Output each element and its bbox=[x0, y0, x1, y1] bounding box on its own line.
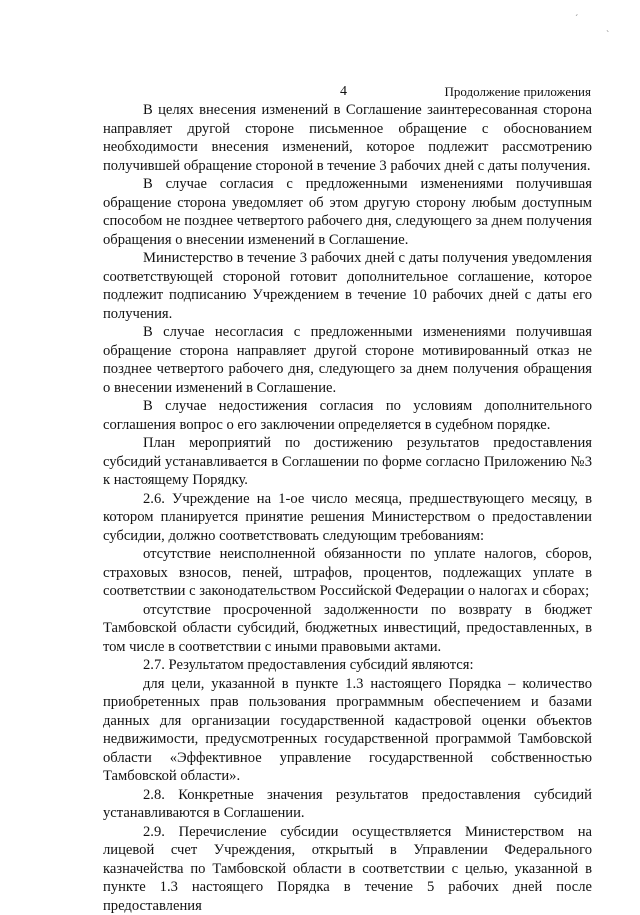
scan-speck: ˋ bbox=[606, 30, 609, 41]
paragraph: отсутствие просроченной задолженности по возврату в бюджет Тамбовской области субсидий, бюджетных инвестиций, предоставленных, в том числе в соответствии с иными правовыми актами. bbox=[103, 601, 592, 657]
paragraph: 2.6. Учреждение на 1-ое число месяца, предшествующего месяцу, в котором планируется принятие решения Министерством о предоставлении субсидии, должно соответствовать следующим требованиям: bbox=[103, 490, 592, 546]
paragraph: 2.7. Результатом предоставления субсидий являются: bbox=[103, 656, 592, 675]
paragraph: План мероприятий по достижению результатов предоставления субсидий устанавливается в Соглашении по форме согласно Приложению №3 к настоящему Порядку. bbox=[103, 434, 592, 490]
paragraph: 2.9. Перечисление субсидии осуществляется Министерством на лицевой счет Учреждения, открытый в Управлении Федерального казначейства по Тамбовской области в соответствии с целью, указанной в пункте 1.3 настоящего Порядка в течение 5 рабочих дней после предоставления bbox=[103, 823, 592, 915]
document-body bbox=[103, 101, 592, 915]
paragraph: В случае несогласия с предложенными изменениями получившая обращение сторона направляет другой стороне мотивированный отказ не позднее четвертого рабочего дня, следующего за днем получения обращения о внесении изменений в Соглашение. bbox=[103, 323, 592, 397]
paragraph: В целях внесения изменений в Соглашение заинтересованная сторона направляет другой стороне письменное обращение с обоснованием необходимости внесения изменений, которое подлежит рассмотрению получившей обращение стороной в течение 3 рабочих дней с даты получения. bbox=[103, 101, 592, 175]
page-number: 4 bbox=[340, 84, 347, 100]
scan-speck: ˊ bbox=[575, 14, 578, 25]
paragraph: для цели, указанной в пункте 1.3 настоящего Порядка – количество приобретенных прав пользования программным обеспечением и базами данных для организации государственной кадастровой оценки объектов недвижимости, предусмотренных государственной программой Тамбовской области «Эффективное управление государственной собственностью Тамбовской области». bbox=[103, 675, 592, 786]
paragraph: отсутствие неисполненной обязанности по уплате налогов, сборов, страховых взносов, пеней, штрафов, процентов, подлежащих уплате в соответствии с законодательством Российской Федерации о налогах и сборах; bbox=[103, 545, 592, 601]
paragraph: В случае согласия с предложенными изменениями получившая обращение сторона уведомляет об этом другую сторону любым доступным способом не позднее четвертого рабочего дня, следующего за днем получения обращения о внесении изменений в Соглашение. bbox=[103, 175, 592, 249]
paragraph: Министерство в течение 3 рабочих дней с даты получения уведомления соответствующей стороной готовит дополнительное соглашение, которое подлежит подписанию Учреждением в течение 10 рабочих дней с даты его получения. bbox=[103, 249, 592, 323]
appendix-continuation-label: Продолжение приложения bbox=[444, 84, 591, 100]
paragraph: 2.8. Конкретные значения результатов предоставления субсидий устанавливаются в Соглашении. bbox=[103, 786, 592, 823]
paragraph: В случае недостижения согласия по условиям дополнительного соглашения вопрос о его заключении определяется в судебном порядке. bbox=[103, 397, 592, 434]
